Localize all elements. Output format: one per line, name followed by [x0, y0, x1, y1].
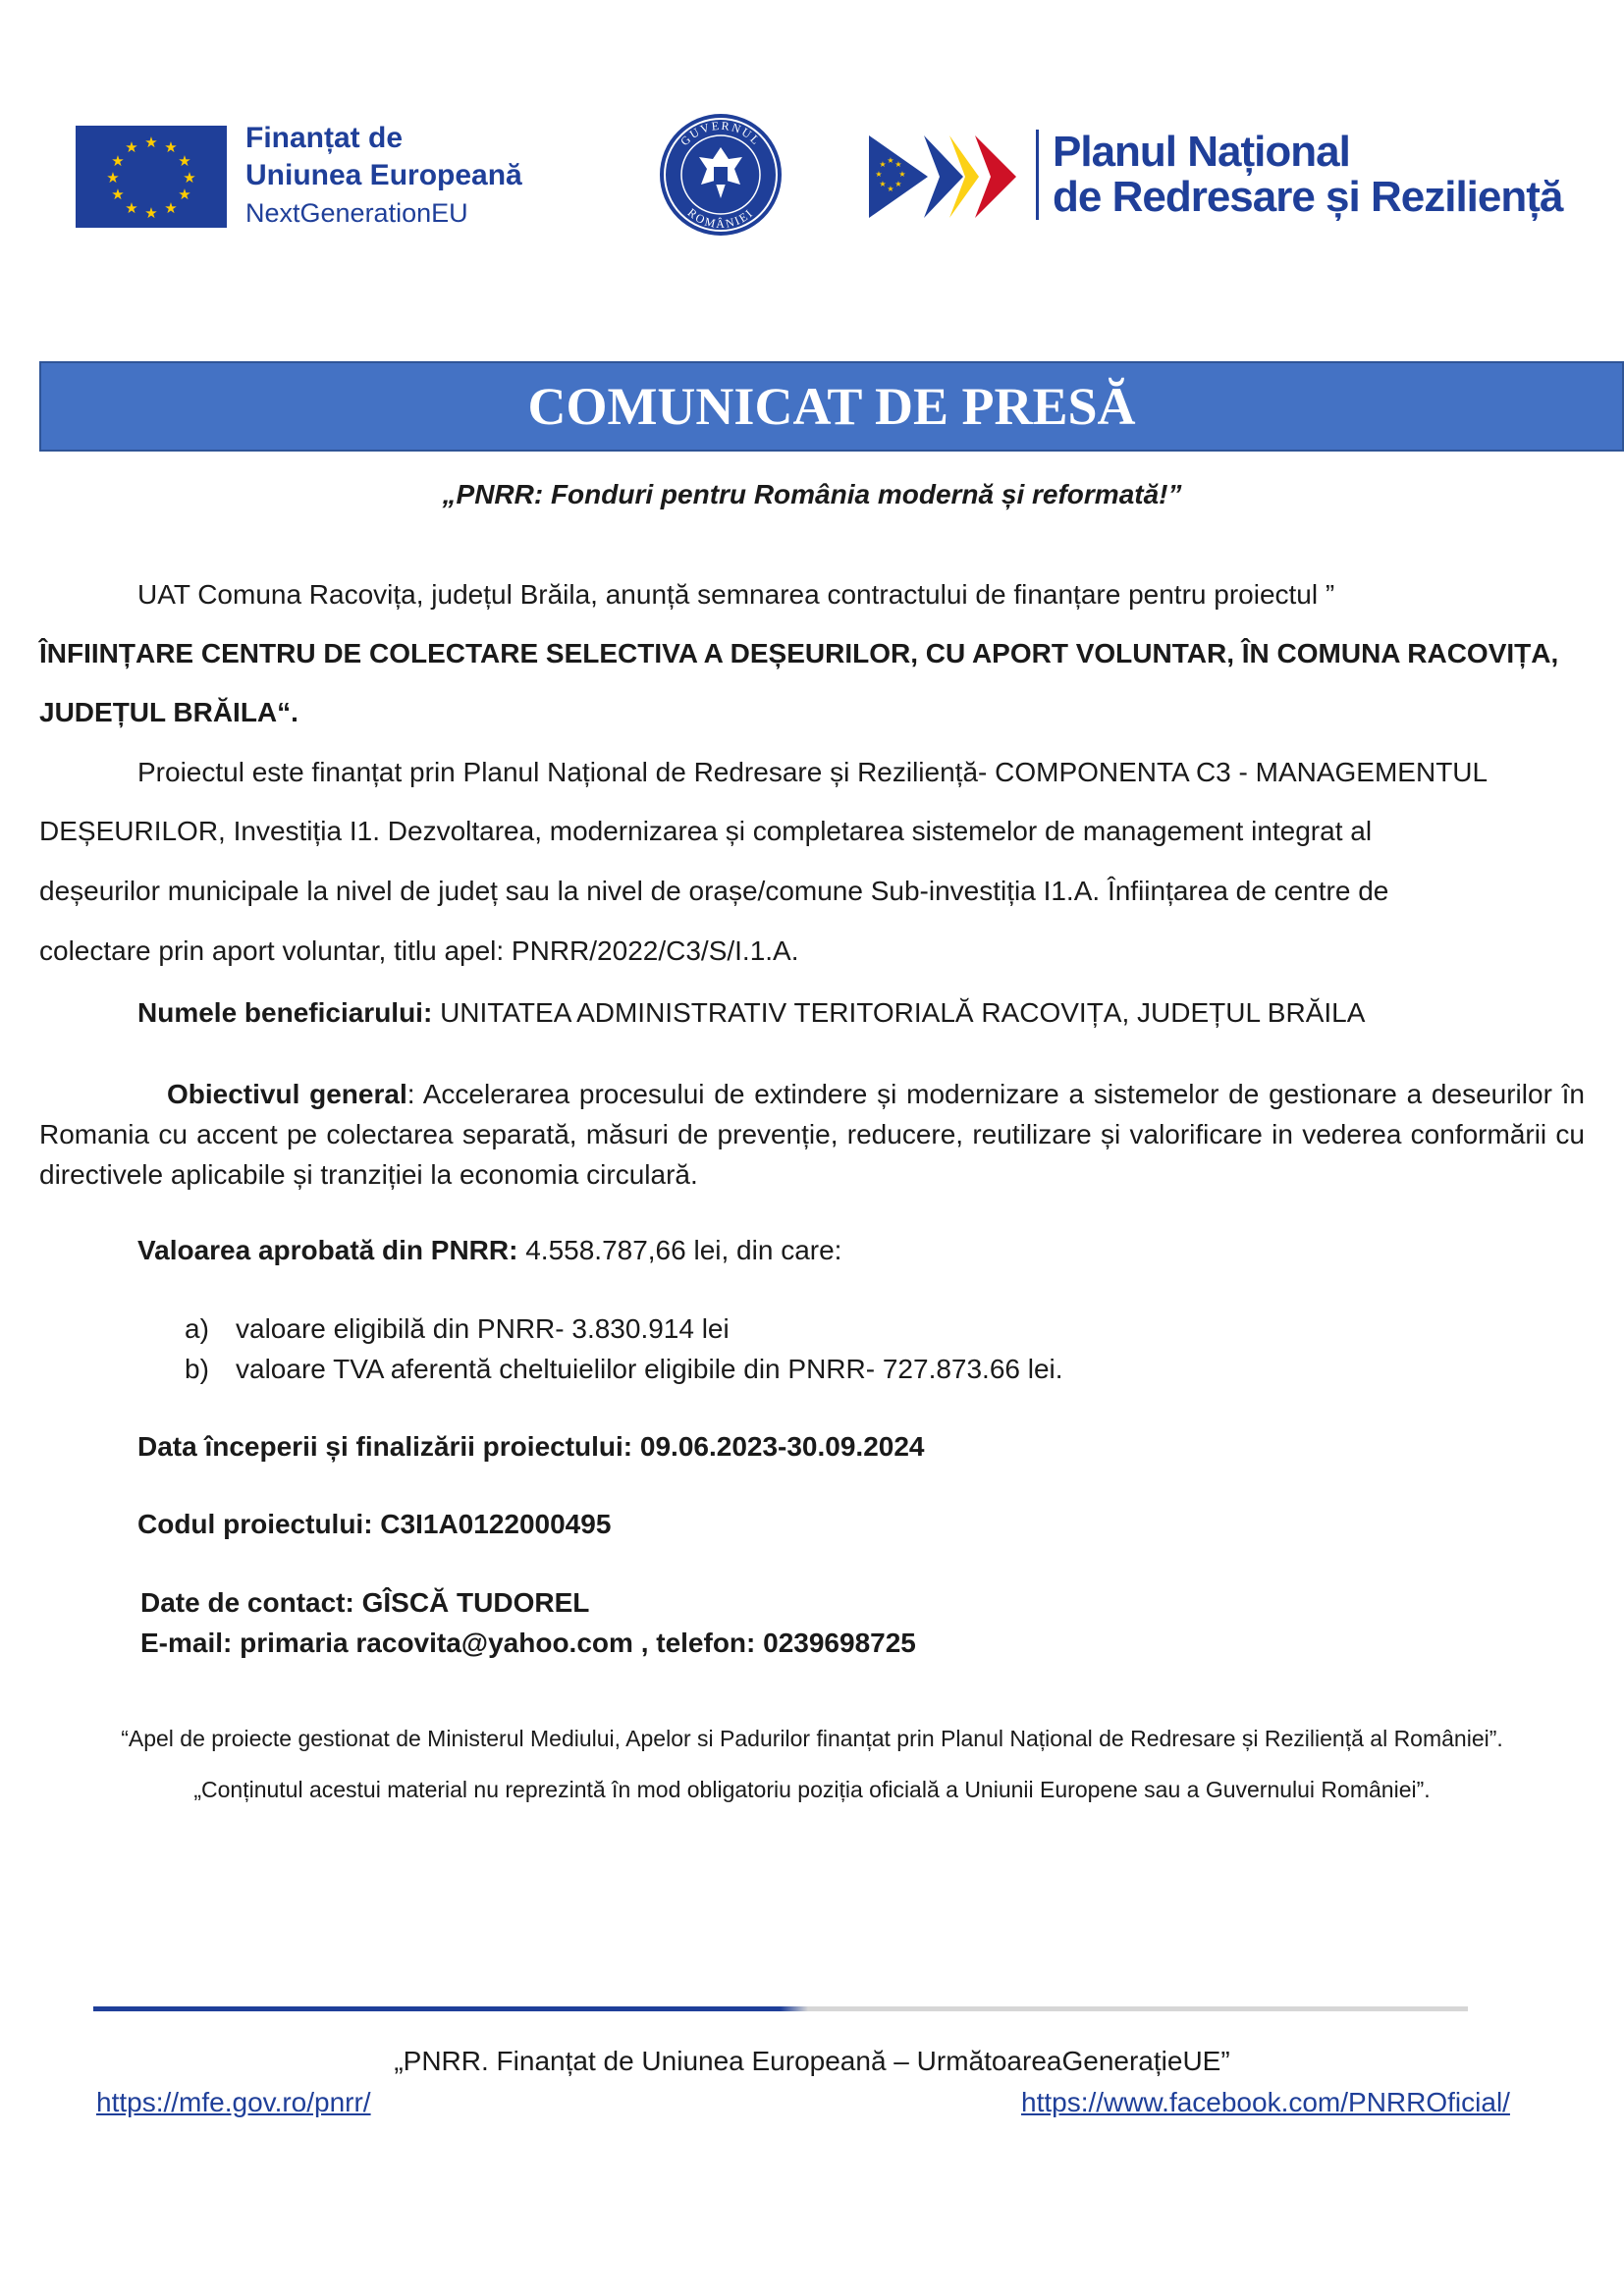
objective-paragraph — [39, 1074, 1585, 1195]
beneficiary-value: UNITATEA ADMINISTRATIV TERITORIALĂ RACOVIȚA, JUDEȚUL BRĂILA — [432, 997, 1366, 1028]
list-item-text: valoare TVA aferentă cheltuielilor eligibile din PNRR- 727.873.66 lei. — [236, 1354, 1063, 1384]
svg-text:★: ★ — [111, 186, 125, 203]
eu-label-line2: Uniunea Europeană — [245, 159, 522, 191]
approved-value-text: 4.558.787,66 lei, din care: — [517, 1235, 842, 1265]
footer-divider — [93, 2006, 1468, 2011]
svg-text:★: ★ — [879, 160, 887, 169]
list-item-text: valoare eligibilă din PNRR- 3.830.914 lei — [236, 1313, 730, 1344]
pnrr-label-line2: de Redresare și Reziliență — [1053, 173, 1563, 221]
pnrr-title-label — [1036, 130, 1562, 220]
facebook-link[interactable]: https://www.facebook.com/PNRROficial/ — [1021, 2087, 1510, 2117]
financing-line4: colectare prin aport voluntar, titlu apel: PNRR/2022/C3/S/I.1.A. — [39, 935, 799, 966]
government-seal-icon — [658, 112, 784, 238]
financing-line1: Proiectul este finanțat prin Planul Național de Redresare și Reziliență- COMPONENTA C3 - MANAGEMENTUL — [137, 757, 1489, 787]
svg-text:★: ★ — [178, 186, 191, 203]
approved-value-label: Valoarea aprobată din PNRR: — [137, 1235, 518, 1265]
svg-text:★: ★ — [125, 199, 138, 217]
svg-text:★: ★ — [106, 169, 120, 187]
objective-text: : Accelerarea procesului de extindere și modernizare a sistemelor de gestionare a deseurilor în Romania cu accent pe colectarea separată, măsuri de prevenție, reducere, reutilizare și valorificare in vederea conformării cu directivele aplicabile și tranziției la economia circulară. — [39, 1079, 1585, 1190]
slogan: „PNRR: Fonduri pentru România modernă și reformată!” — [442, 479, 1182, 509]
svg-text:★: ★ — [898, 170, 906, 179]
objective-label: Obiectivul general — [167, 1079, 407, 1109]
project-code: Codul proiectului: C3I1A0122000495 — [137, 1509, 612, 1539]
press-release-title-bar — [39, 361, 1624, 452]
contact-email-phone: E-mail: primaria racovita@yahoo.com , telefon: 0239698725 — [140, 1628, 916, 1658]
intro-line: UAT Comuna Racovița, județul Brăila, anunță semnarea contractului de finanțare pentru proiectul ” — [137, 579, 1335, 610]
svg-text:★: ★ — [178, 152, 191, 170]
svg-text:ROMÂNIEI: ROMÂNIEI — [684, 205, 757, 232]
eu-stars-icon — [76, 126, 227, 228]
svg-text:★: ★ — [183, 169, 196, 187]
svg-text:★: ★ — [164, 138, 178, 156]
press-release-title: COMUNICAT DE PRESĂ — [527, 377, 1136, 436]
value-list-item — [185, 1312, 730, 1346]
svg-text:GUVERNUL: GUVERNUL — [677, 118, 764, 149]
list-marker: a) — [185, 1313, 209, 1344]
beneficiary — [137, 996, 1365, 1030]
approved-value — [137, 1234, 841, 1267]
eu-funding-label — [245, 120, 522, 232]
project-title-line1: ÎNFIINȚARE CENTRU DE COLECTARE SELECTIVA A DEȘEURILOR, CU APORT VOLUNTAR, ÎN COMUNA RACOVIȚA, — [39, 638, 1559, 668]
disclaimer-note: „Conținutul acestui material nu reprezintă în mod obligatoriu poziția oficială a Uniunii Europene sau a Guvernului României”. — [193, 1777, 1431, 1802]
mfe-link[interactable]: https://mfe.gov.ro/pnrr/ — [96, 2087, 371, 2117]
financing-line3: deșeurilor municipale la nivel de județ sau la nivel de orașe/comune Sub-investiția I1.A. Înființarea de centre de — [39, 876, 1389, 906]
svg-text:★: ★ — [894, 160, 902, 169]
footer-tagline: „PNRR. Finanțat de Uniunea Europeană – UrmătoareaGenerațieUE” — [394, 2046, 1230, 2076]
pnrr-label-line1: Planul Național — [1053, 128, 1350, 176]
funding-note: “Apel de proiecte gestionat de Ministerul Mediului, Apelor si Padurilor finanțat prin Planul Național de Redresare și Reziliență al României”. — [121, 1726, 1503, 1751]
pnrr-flag-icon — [869, 130, 1026, 224]
project-dates: Data începerii și finalizării proiectului: 09.06.2023-30.09.2024 — [137, 1431, 925, 1462]
project-title-line2: JUDEȚUL BRĂILA“. — [39, 697, 298, 727]
svg-text:★: ★ — [164, 199, 178, 217]
eu-flag-logo — [76, 126, 227, 228]
svg-text:★: ★ — [887, 185, 894, 193]
svg-text:★: ★ — [144, 133, 158, 151]
beneficiary-label: Numele beneficiarului: — [137, 997, 433, 1028]
eu-label-line3: NextGenerationEU — [245, 198, 468, 228]
svg-text:★: ★ — [111, 152, 125, 170]
svg-text:★: ★ — [887, 156, 894, 165]
svg-text:★: ★ — [125, 138, 138, 156]
financing-line2: DEȘEURILOR, Investiția I1. Dezvoltarea, modernizarea și completarea sistemelor de management integrat al — [39, 816, 1373, 846]
value-list-item — [185, 1353, 1063, 1386]
svg-text:★: ★ — [144, 204, 158, 222]
list-marker: b) — [185, 1354, 209, 1384]
eu-label-line1: Finanțat de — [245, 122, 404, 154]
contact-name: Date de contact: GÎSCĂ TUDOREL — [140, 1587, 590, 1618]
svg-text:★: ★ — [894, 180, 902, 188]
svg-text:★: ★ — [875, 170, 883, 179]
government-seal-logo — [658, 112, 784, 238]
pnrr-flags-logo — [869, 130, 1026, 224]
svg-text:★: ★ — [879, 180, 887, 188]
